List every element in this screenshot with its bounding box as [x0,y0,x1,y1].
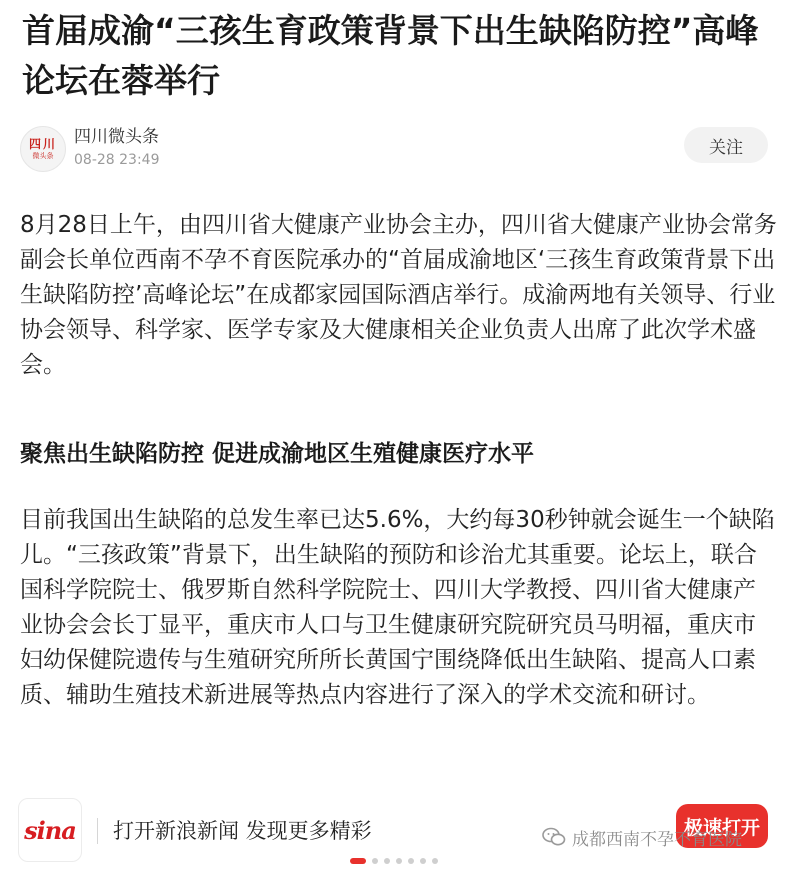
follow-button[interactable]: 关注 [684,127,768,163]
open-app-button[interactable]: 极速打开 [676,804,768,848]
promo-text[interactable]: 打开新浪新闻 发现更多精彩 [113,819,372,843]
wechat-icon [542,827,566,853]
page-dot [408,858,414,864]
author-row [20,124,776,176]
author-avatar[interactable] [20,126,66,172]
article-subheading: 聚焦出生缺陷防控 促进成渝地区生殖健康医疗水平 [20,441,535,467]
avatar-text-line2: 微头条 [32,151,54,160]
app-promo-bar[interactable] [0,796,796,873]
watermark-text: 成都西南不孕不育医院 [572,830,742,850]
sina-logo-text: sina [24,815,76,845]
page-dot [432,858,438,864]
page-dot [350,858,366,864]
page-dot [372,858,378,864]
author-name[interactable]: 四川微头条 [74,127,159,147]
page-dot [420,858,426,864]
watermark [542,827,742,853]
page-dot [384,858,390,864]
article-paragraph-1: 8月28日上午，由四川省大健康产业协会主办，四川省大健康产业协会常务副会长单位西南不孕不育医院承办的“首届成渝地区‘三孩生育政策背景下出生缺陷防控’高峰论坛”在成都家园国际酒店举行。成渝两地有关领导、行业协会领导、科学家、医学专家及大健康相关企业负责人出席了此次学术盛会。 [20,212,777,378]
sina-logo[interactable] [18,798,82,862]
page-indicator [350,858,438,864]
avatar-text-line1: 四川 [28,136,57,151]
publish-time: 08-28 23:49 [74,152,160,168]
article-paragraph-2: 目前我国出生缺陷的总发生率已达5.6%，大约每30秒钟就会诞生一个缺陷儿。“三孩政策”背景下，出生缺陷的预防和诊治尤其重要。论坛上，联合国科学院院士、俄罗斯自然科学院院士、四川大学教授、四川省大健康产业协会会长丁显平，重庆市人口与卫生健康研究院研究员马明福，重庆市妇幼保健院遗传与生殖研究所所长黄国宁围绕降低出生缺陷、提高人口素质、辅助生殖技术新进展等热点内容进行了深入的学术交流和研讨。 [20,507,775,708]
article-title: 首届成渝“三孩生育政策背景下出生缺陷防控”高峰论坛在蓉举行 [22,11,759,100]
page-dot [396,858,402,864]
divider [97,818,98,844]
